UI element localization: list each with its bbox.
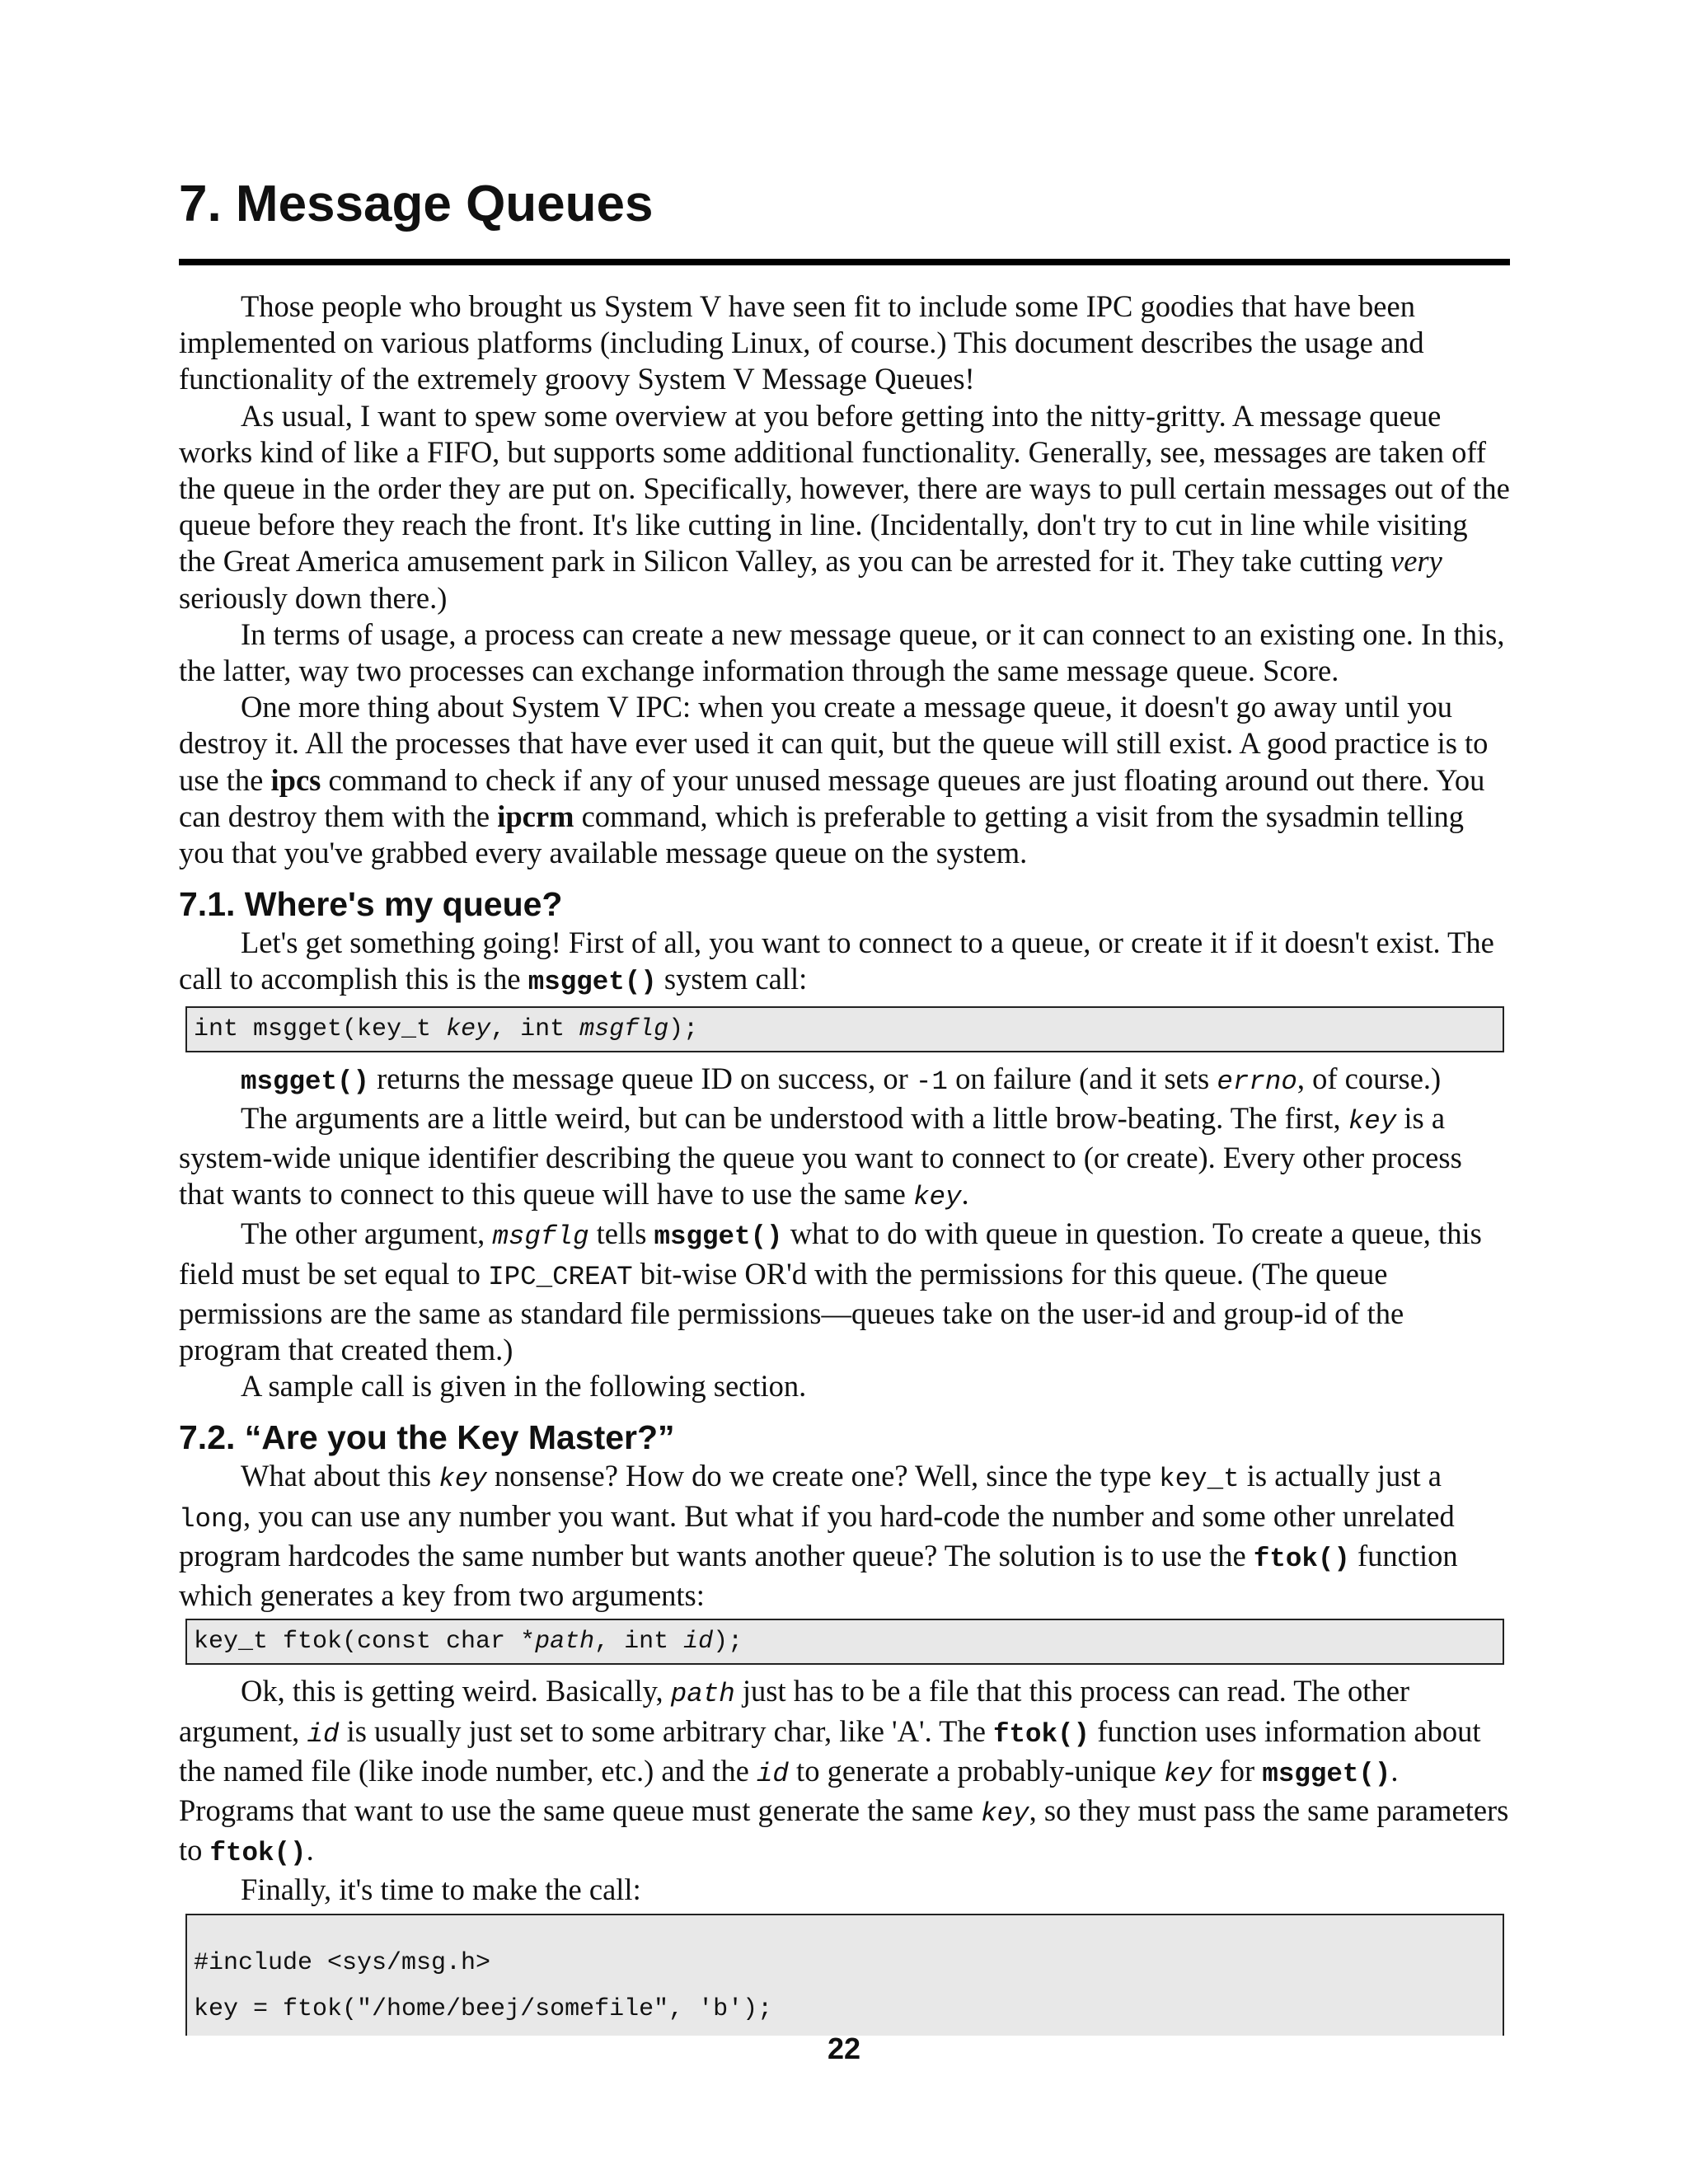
code-block	[185, 1914, 1504, 2036]
code-block: int msgget(key_t key, int msgflg);	[185, 1006, 1504, 1052]
section-paragraph: What about this key nonsense? How do we create one? Well, since the type key_t is actually just a long, you can use any number you want. But what if you hard-code the number and some other unrelated program hardcodes the same number but wants another queue? The solution is to use the ftok() function which generates a key from two arguments:	[179, 1459, 1458, 1613]
section-paragraph: msgget() returns the message queue ID on success, or -1 on failure (and it sets errno, of course.)	[241, 1061, 1442, 1097]
page-number: 22	[827, 2032, 861, 2065]
intro-paragraph: In terms of usage, a process can create a new message queue, or it can connect to an existing one. In this, the latter, way two processes can exchange information through the same message queue. Score.	[179, 616, 1505, 688]
section-paragraph: A sample call is given in the following section.	[241, 1369, 807, 1404]
command-name: ipcs	[270, 762, 321, 797]
intro-paragraph: One more thing about System V IPC: when you create a message queue, it doesn't go away until you destroy it. All the processes that have ever used it can quit, but the queue will still exist. A good practice is to use the ipcs command to check if any of your unused message queues are just floating around out there. You can destroy them with the ipcrm command, which is preferable to getting a visit from the sysadmin telling you that you've grabbed every available message queue on the system.	[179, 690, 1489, 870]
code-line: key = ftok("/home/beej/somefile", 'b');	[194, 1994, 773, 2023]
section-paragraph: The arguments are a little weird, but can be understood with a little brow-beating. The first, key is a system-wide unique identifier describing the queue you want to connect to (or create). Every other process that wants to connect to this queue will have to use the same key.	[179, 1100, 1462, 1213]
code-line: #include <sys/msg.h>	[194, 1948, 491, 1977]
section-paragraph: Finally, it's time to make the call:	[241, 1872, 641, 1907]
intro-paragraph: As usual, I want to spew some overview at you before getting into the nitty-gritty. A message queue works kind of like a FIFO, but supports some additional functionality. Generally, see, messages are taken off the queue in the order they are put on. Specifically, however, there are ways to pull certain messages out of the queue before they reach the front. It's like cutting in line. (Incidentally, don't try to cut in line while visiting the Great America amusement park in Silicon Valley, as you can be arrested for it. They take cutting very seriously down there.)	[179, 398, 1510, 615]
command-name: ipcrm	[497, 799, 574, 833]
chapter-title: 7. Message Queues	[179, 176, 654, 232]
section-paragraph: Let's get something going! First of all, you want to connect to a queue, or create it if it doesn't exist. The call to accomplish this is the msgget() system call:	[179, 926, 1494, 998]
section-paragraph: The other argument, msgflg tells msgget() what to do with queue in question. To create a queue, this field must be set equal to IPC_CREAT bit-wise OR'd with the permissions for this queue. (The queue permissions are the same as standard file permissions—queues take on the user-id and group-id of the program that created them.)	[179, 1216, 1482, 1367]
section-heading: 7.1. Where's my queue?	[179, 885, 563, 924]
intro-paragraph: Those people who brought us System V have seen fit to include some IPC goodies that have been implemented on various platforms (including Linux, of course.) This document describes the usage and functionality of the extremely groovy System V Message Queues!	[179, 289, 1424, 396]
document-body	[179, 288, 1510, 2036]
section-heading: 7.2. “Are you the Key Master?”	[179, 1418, 675, 1457]
code-block: key_t ftok(const char *path, int id);	[185, 1619, 1504, 1665]
title-rule	[179, 259, 1510, 265]
section-paragraph: Ok, this is getting weird. Basically, path just has to be a file that this process can read. The other argument, id is usually just set to some arbitrary char, like 'A'. The ftok() function uses information about the named file (like inode number, etc.) and the id to generate a probably-unique key for msgget(). Programs that want to use the same queue must generate the same key, so they must pass the same parameters to ftok().	[179, 1674, 1509, 1869]
